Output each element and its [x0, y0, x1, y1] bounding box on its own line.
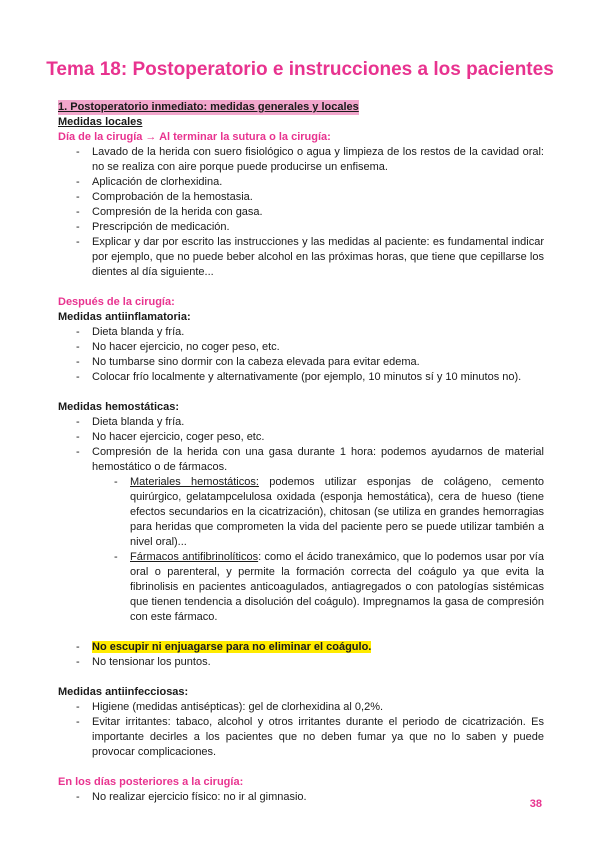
list-item: - No hacer ejercicio, coger peso, etc. [58, 430, 544, 445]
sub-item-text: : como el ácido tranexámico, que lo podemos usar por vía oral o parenteral, y permite la formación correcta del coágulo ya que evita la fibrinolisis en pacientes anticoagulados, antiagregados o con patologías sistémicas que tienen tendencia a disolución del coágulo). Impregnamos la gasa de compresión con este fármaco. [130, 551, 544, 623]
list-item: - Explicar y dar por escrito las instrucciones y las medidas al paciente: es fundamental indicar por ejemplo, que no puede beber alcohol en las próximas horas, que tiene que cepillarse los dientes al día siguiente... [58, 235, 544, 280]
list-item: - No tensionar los puntos. [58, 655, 544, 670]
list-item: - Dieta blanda y fría. [58, 325, 544, 340]
list-item: - Higiene (medidas antisépticas): gel de clorhexidina al 0,2%. [58, 700, 544, 715]
section-heading: 1. Postoperatorio inmediato: medidas generales y locales [58, 101, 359, 113]
list-item: - Compresión de la herida con gasa. [58, 205, 544, 220]
sub-list-item [58, 550, 544, 625]
list-item-highlight [58, 640, 544, 655]
hemostaticas-list [58, 415, 544, 475]
subheading-antiinflamatoria: Medidas antiinflamatoria: [58, 311, 191, 323]
sub-item-term: Fármacos antifibrinolíticos [130, 551, 259, 563]
document-body [58, 100, 544, 805]
page-number: 38 [529, 798, 542, 810]
list-item: - Lavado de la herida con suero fisiológico o agua y limpieza de los restos de la cavidad oral: no se realiza con aire porque puede producirse un enfisema. [58, 145, 544, 175]
subheading-despues: Después de la cirugía: [58, 296, 175, 308]
list-item: - Prescripción de medicación. [58, 220, 544, 235]
list-item: - Aplicación de clorhexidina. [58, 175, 544, 190]
subheading-antiinfecciosas: Medidas antiinfecciosas: [58, 686, 189, 698]
subheading-posteriores: En los días posteriores a la cirugía: [58, 776, 244, 788]
page-title: Tema 18: Postoperatorio e instrucciones a los pacientes [46, 59, 554, 80]
list-item: - Dieta blanda y fría. [58, 415, 544, 430]
list-item: - No tumbarse sino dormir con la cabeza elevada para evitar edema. [58, 355, 544, 370]
posteriores-list [58, 790, 544, 805]
dia-cirugia-list [58, 145, 544, 280]
list-item: - Compresión de la herida con una gasa durante 1 hora: podemos ayudarnos de material hemostático o de fármacos. [58, 445, 544, 475]
list-item: - No realizar ejercicio físico: no ir al gimnasio. [58, 790, 544, 805]
list-item: - Colocar frío localmente y alternativamente (por ejemplo, 10 minutos sí y 10 minutos no). [58, 370, 544, 385]
list-item: - No hacer ejercicio, no coger peso, etc. [58, 340, 544, 355]
list-item: - Evitar irritantes: tabaco, alcohol y otros irritantes durante el periodo de cicatrización. Es importante decirles a los pacientes que no deben fumar ya que no lo saben y puede provocar complicaciones. [58, 715, 544, 760]
hemostaticas-extra-list [58, 640, 544, 670]
antiinflamatoria-list [58, 325, 544, 385]
hemostaticas-sublist [58, 475, 544, 625]
sub-item-term: Materiales hemostáticos: [130, 476, 259, 488]
antiinfecciosas-list [58, 700, 544, 760]
list-item: - Comprobación de la hemostasia. [58, 190, 544, 205]
subheading-hemostaticas: Medidas hemostáticas: [58, 401, 180, 413]
sub-item-text: podemos utilizar esponjas de colágeno, cemento quirúrgico, gelatampcelulosa oxidada (esponja hemostática), cera de hueso (tiene efectos secundarios en la cicatrización), chitosan (se utiliza en grandes hemorragias para heridas que comprometen la vida del paciente pero se puede utilizar también a nivel oral)... [130, 476, 544, 548]
highlighted-text: No escupir ni enjuagarse para no eliminar el coágulo. [92, 641, 372, 653]
subheading-dia-cirugia: Día de la cirugía → Al terminar la sutura o la cirugía: [58, 131, 331, 143]
subheading-medidas-locales: Medidas locales [58, 116, 143, 128]
sub-list-item [58, 475, 544, 550]
